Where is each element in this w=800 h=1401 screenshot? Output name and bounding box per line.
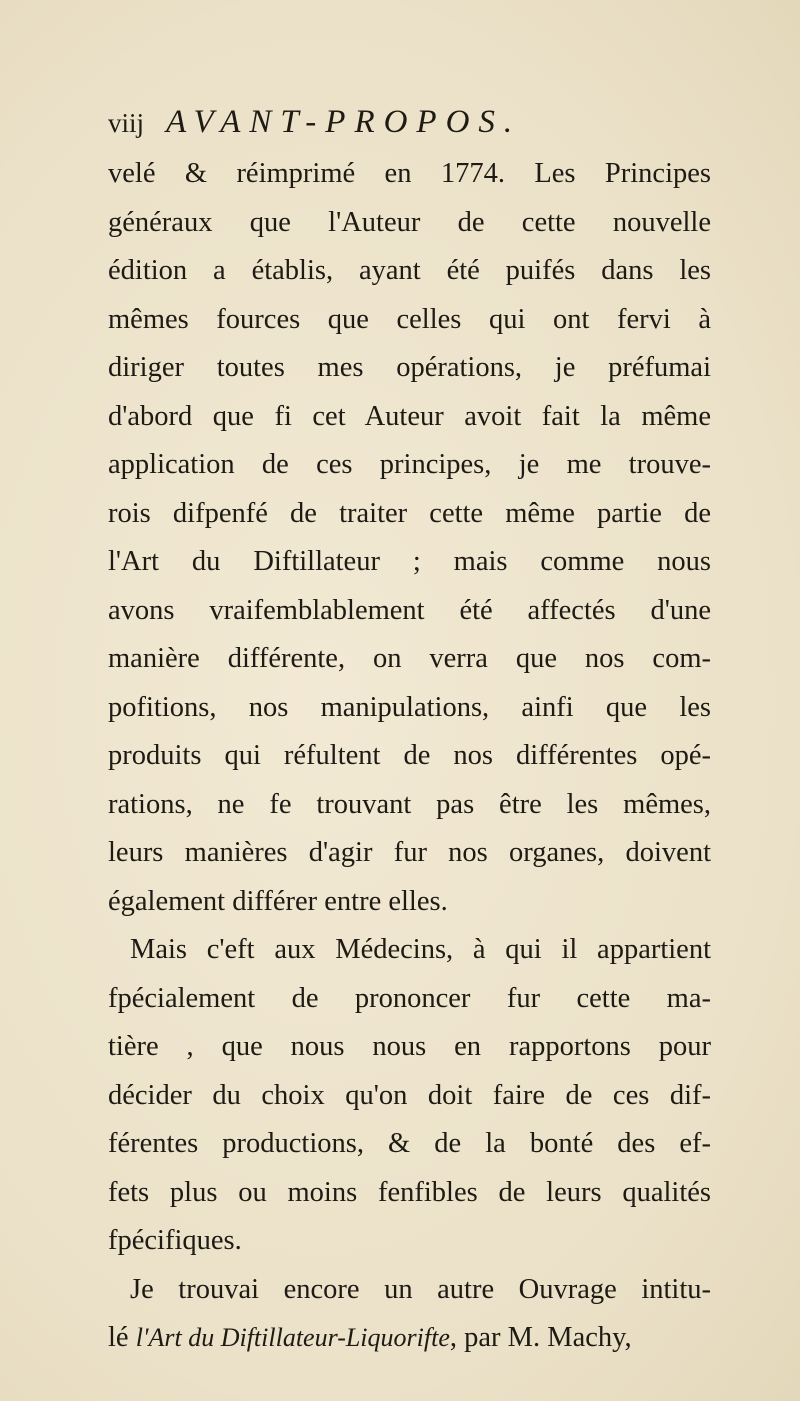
- page-number: viij: [108, 108, 145, 138]
- page-header: [108, 104, 708, 148]
- text-fragment: lé: [108, 1322, 136, 1353]
- text-line: mêmes fources que celles qui ont fervi à: [108, 303, 711, 335]
- running-title: AVANT-PROPOS.: [166, 104, 522, 140]
- text-line: rois difpenfé de traiter cette même partie de: [108, 497, 711, 529]
- text-line: édition a établis, ayant été puifés dans les: [108, 255, 711, 286]
- text-line: férentes productions, & de la bonté des ef-: [108, 1128, 711, 1159]
- text-line: avons vraifemblablement été affectés d'une: [108, 594, 711, 626]
- text-fragment: , par M. Machy,: [449, 1322, 632, 1353]
- text-line: leurs manières d'agir fur nos organes, doivent: [108, 837, 711, 868]
- text-line: fets plus ou moins fenfibles de leurs qualités: [108, 1176, 711, 1208]
- book-title-italic: l'Art du Diftillateur-Liquorifte: [135, 1323, 450, 1352]
- text-line: également différer entre elles.: [108, 885, 448, 917]
- text-line: décider du choix qu'on doit faire de ces dif-: [108, 1079, 711, 1111]
- body-text: [108, 150, 711, 1363]
- text-line: fpécifiques.: [108, 1225, 242, 1256]
- text-line: manière différente, on verra que nos com-: [108, 643, 711, 674]
- text-line: Mais c'eft aux Médecins, à qui il appartient: [130, 934, 711, 965]
- text-line: tière , que nous nous en rapportons pour: [108, 1031, 711, 1062]
- text-line: d'abord que fi cet Auteur avoit fait la même: [108, 400, 711, 432]
- text-line: pofitions, nos manipulations, ainfi que les: [108, 691, 711, 723]
- text-line: rations, ne fe trouvant pas être les mêmes,: [108, 788, 711, 820]
- text-line: Je trouvai encore un autre Ouvrage intitu-: [130, 1273, 711, 1305]
- text-line: diriger toutes mes opérations, je préfumai: [108, 352, 711, 383]
- text-line: généraux que l'Auteur de cette nouvelle: [108, 206, 711, 238]
- text-line: velé & réimprimé en 1774. Les Principes: [108, 158, 711, 189]
- text-line: fpécialement de prononcer fur cette ma-: [108, 982, 711, 1014]
- text-line: l'Art du Diftillateur ; mais comme nous: [108, 546, 711, 577]
- text-line: application de ces principes, je me trouve-: [108, 449, 711, 480]
- text-line-final: [108, 1314, 711, 1363]
- text-line: produits qui réfultent de nos différentes opé-: [108, 740, 711, 771]
